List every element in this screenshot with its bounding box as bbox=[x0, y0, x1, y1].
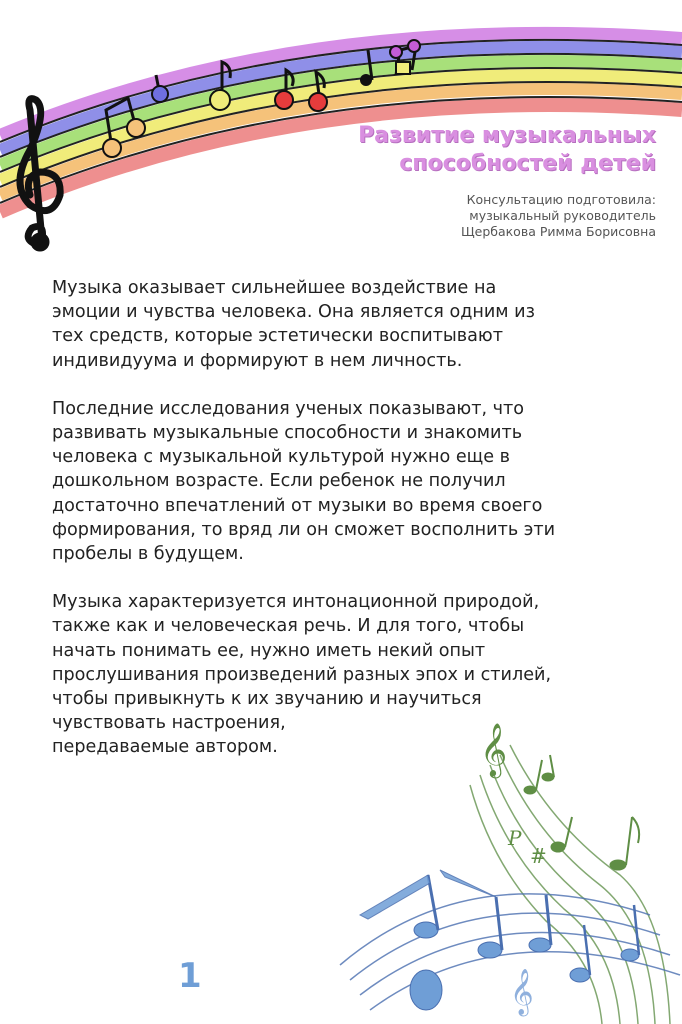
author-credits bbox=[461, 192, 656, 240]
svg-text:#: # bbox=[530, 844, 547, 868]
svg-text:𝄞: 𝄞 bbox=[510, 969, 534, 1015]
page-title bbox=[358, 122, 656, 178]
paragraph-2: Последние исследования ученых показывают, что развивать музыкальные способности и знакомить человека с музыкальной культурой нужно еще в дошкольном возрасте. Если ребенок не получил достаточно впечатлений от музыки во время своего формирования, то вряд ли он сможет восполнить эти пробелы в будущем. bbox=[52, 398, 556, 565]
credit-line-1: Консультацию подготовила: bbox=[466, 192, 656, 207]
credit-line-2: музыкальный руководитель bbox=[469, 208, 656, 223]
music-notes-swirl-illustration bbox=[320, 705, 682, 1024]
title-line-2: способностей детей bbox=[399, 151, 656, 176]
credit-line-3: Щербакова Римма Борисовна bbox=[460, 224, 656, 239]
paragraph-3: Музыка характеризуется интонационной природой, также как и человеческая речь. И для того, чтобы начать понимать ее, нужно иметь некий опыт прослушивания произведений разных эпох и стилей, чтобы привыкнуть к их звучанию и научиться чувствовать настроения, передаваемые автором. bbox=[52, 592, 552, 758]
title-line-1: Развитие музыкальных bbox=[358, 123, 656, 148]
svg-text:𝄞: 𝄞 bbox=[480, 722, 508, 776]
svg-text:P: P bbox=[508, 826, 522, 850]
page-number: 1 bbox=[178, 956, 202, 996]
paragraph-1: Музыка оказывает сильнейшее воздействие на эмоции и чувства человека. Она является одним из тех средств, которые эстетически воспитывают индивидуума и формируют в нем личность. bbox=[52, 278, 535, 371]
